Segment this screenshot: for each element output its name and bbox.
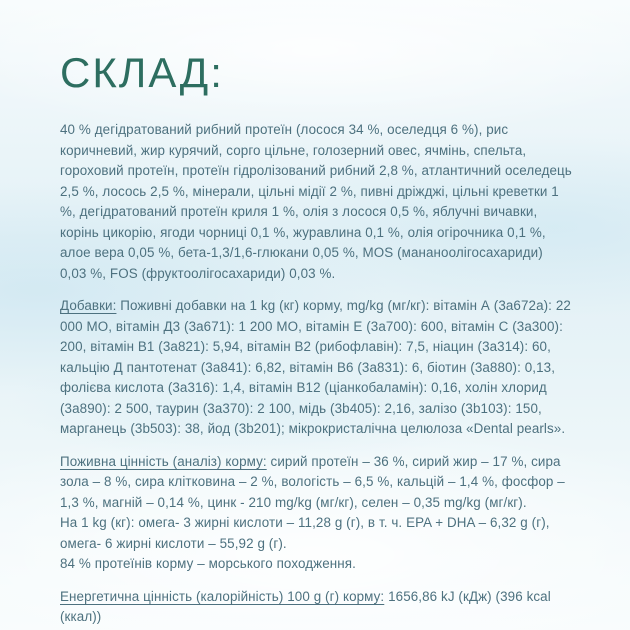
- additives-paragraph: [60, 296, 573, 440]
- energy-paragraph: [60, 587, 573, 628]
- nutrition-protein-origin-text: 84 % протеїнів корму – морського походження.: [60, 556, 356, 571]
- energy-heading: Енергетична цінність (калорійність) 100 g (г) корму:: [60, 588, 385, 604]
- additives-text: Поживні добавки на 1 kg (кг) корму, mg/kg (мг/кг): вітамін А (3a672a): 22 000 МО, вітамін Д3 (3a671): 1 200 МО, вітамін Е (3a700): 600, вітамін С (3a300): 200, вітамін В1 (3a821): 5,94, вітамін В2 (рибофлавін): 7,5, ніацин (3a314): 60, кальцію Д пантотенат (3a841): 6,82, вітамін В6 (3a831): 6, біотин (3a880): 0,13, фолієва кислота (3a316): 1,4, вітамін В12 (ціанкобаламін): 0,16, холін хлорид (3a890): 2 500, таурин (3a370): 2 100, мідь (3b405): 2,16, залізо (3b103): 150, марганець (3b503): 38, йод (3b201); мікрокристалічна целюлоза «Dental pearls».: [60, 298, 571, 436]
- nutrition-paragraph: [60, 452, 573, 575]
- composition-label: [60, 50, 573, 628]
- ingredients-paragraph: [60, 120, 573, 284]
- nutrition-analysis-text: сирий протеїн – 36 %, сирий жир – 17 %, сира зола – 8 %, сира клітковина – 2 %, вологість – 6,5 %, кальцій – 1,4 %, фосфор – 1,3 %, магній – 0,14 %, цинк - 210 mg/kg (мг/кг), селен – 0,35 mg/kg (мг/кг).: [60, 453, 565, 510]
- nutrition-per-kg-text: На 1 kg (кг): омега- 3 жирні кислоти – 11,28 g (г), в т. ч. EPA + DHA – 6,32 g (г), омега- 6 жирні кислоти – 55,92 g (г).: [60, 515, 550, 551]
- energy-value: 1656,86 kJ (кДж) (396 kcal (ккал)): [60, 588, 551, 624]
- ingredients-text: 40 % дегідратований рибний протеїн (лосося 34 %, оселедця 6 %), рис коричневий, жир курячий, сорго цільне, голозерний овес, ячмінь, спельта, гороховий протеїн, протеїн гідролізований рибний 2,8 %, атлантичний оселедець 2,5 %, лосось 2,5 %, мінерали, цільні мідії 2 %, пивні дріжджі, цільні креветки 1 %, дегідратований протеїн криля 1 %, олія з лосося 0,5 %, яблучні вичавки, корінь цикорію, ягоди чорниці 0,1 %, журавлина 0,1 %, олія огірочника 0,1 %, алое вера 0,05 %, бета-1,3/1,6-глюкани 0,05 %, MOS (мананоолігосахариди) 0,03 %, FOS (фруктоолігосахариди) 0,03 %.: [60, 122, 572, 281]
- nutrition-heading: Поживна цінність (аналіз) корму:: [60, 453, 267, 469]
- additives-heading: Добавки:: [60, 298, 117, 313]
- page-title: СКЛАД:: [60, 49, 224, 96]
